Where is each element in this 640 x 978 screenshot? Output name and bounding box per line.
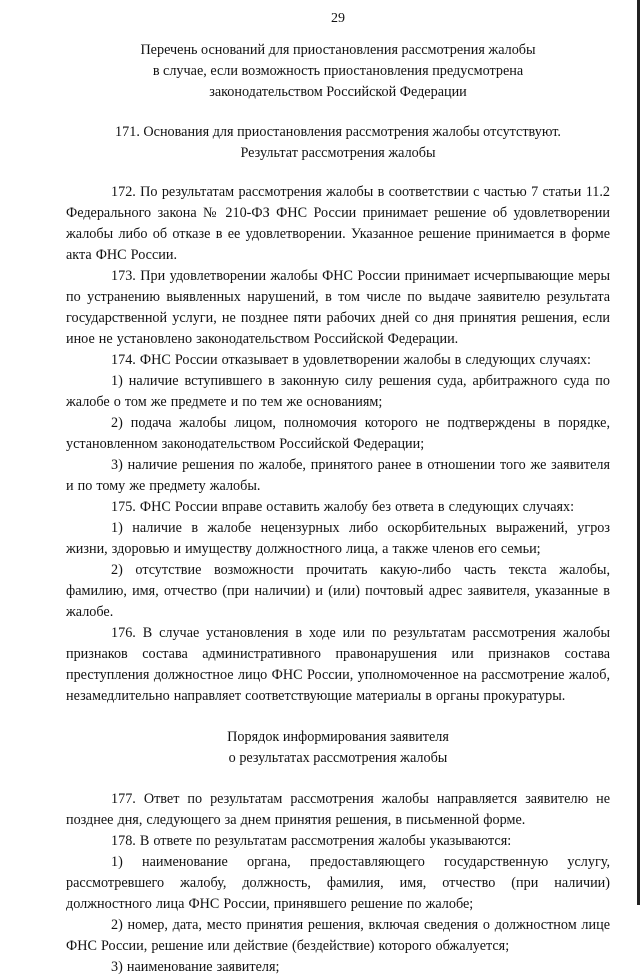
heading-informing: [66, 727, 610, 769]
section-informing-paragraphs: [66, 789, 610, 978]
paragraph-175-item-2: 2) отсутствие возможности прочитать какую-либо часть текста жалобы, фамилию, имя, отчество (при наличии) и (или) почтовый адрес заявителя, указанные в жалобе.: [66, 562, 610, 620]
section-result-paragraphs: [66, 182, 610, 707]
page-number: 29: [331, 11, 345, 26]
heading-line: Результат рассмотрения жалобы: [240, 145, 436, 161]
paragraph-175: 175. ФНС России вправе оставить жалобу без ответа в следующих случаях:: [111, 499, 575, 515]
heading-line: Перечень оснований для приостановления рассмотрения жалобы: [140, 42, 536, 58]
paragraph-174-item-1: 1) наличие вступившего в законную силу решения суда, арбитражного суда по жалобе о том же предмете и по тем же основаниям;: [66, 373, 610, 410]
paragraph-174-item-2: 2) подача жалобы лицом, полномочия которого не подтверждены в порядке, установленном законодательством Российской Федерации;: [66, 415, 610, 452]
heading-line: 171. Основания для приостановления рассмотрения жалобы отсутствуют.: [115, 124, 561, 140]
heading-result: [66, 122, 610, 164]
paragraph-178-item-3: 3) наименование заявителя;: [111, 959, 280, 975]
paragraph-172: 172. По результатам рассмотрения жалобы в соответствии с частью 7 статьи 11.2 Федерального закона № 210-ФЗ ФНС России принимает решение об удовлетворении жалобы либо об отказе в ее удовлетворении. Указанное решение принимается в форме акта ФНС России.: [66, 184, 610, 263]
heading-line: о результатах рассмотрения жалобы: [228, 750, 448, 766]
paragraph-174-item-3: 3) наличие решения по жалобе, принятого ранее в отношении того же заявителя и по тому же предмету жалобы.: [66, 457, 610, 494]
heading-line: законодательством Российской Федерации: [209, 84, 467, 100]
paragraph-173: 173. При удовлетворении жалобы ФНС России принимает исчерпывающие меры по устранению выявленных нарушений, в том числе по выдаче заявителю результата государственной услуги, не позднее пяти рабочих дней со дня принятия решения, если иное не установлено законодательством Российской Федерации.: [66, 268, 610, 347]
paragraph-178-item-1: 1) наименование органа, предоставляющего государственную услугу, рассмотревшего жалобу, должность, фамилия, имя, отчество (при наличии) должностного лица ФНС России, принявшего решение по жалобе;: [66, 854, 610, 912]
paragraph-178-item-2: 2) номер, дата, место принятия решения, включая сведения о должностном лице ФНС России, решение или действие (бездействие) которого обжалуется;: [66, 917, 610, 954]
heading-grounds-suspension: [66, 40, 610, 103]
heading-line: Порядок информирования заявителя: [227, 729, 449, 745]
paragraph-175-item-1: 1) наличие в жалобе нецензурных либо оскорбительных выражений, угроз жизни, здоровью и имуществу должностного лица, а также членов его семьи;: [66, 520, 610, 557]
paragraph-177: 177. Ответ по результатам рассмотрения жалобы направляется заявителю не позднее дня, следующего за днем принятия решения, в письменной форме.: [66, 791, 610, 828]
paragraph-174: 174. ФНС России отказывает в удовлетворении жалобы в следующих случаях:: [111, 352, 591, 368]
paragraph-176: 176. В случае установления в ходе или по результатам рассмотрения жалобы признаков состава административного правонарушения или признаков состава преступления должностное лицо ФНС России, уполномоченное на рассмотрение жалоб, незамедлительно направляет соответствующие материалы в органы прокуратуры.: [66, 625, 610, 704]
heading-line: в случае, если возможность приостановления предусмотрена: [152, 63, 524, 79]
paragraph-178: 178. В ответе по результатам рассмотрения жалобы указываются:: [111, 833, 512, 849]
